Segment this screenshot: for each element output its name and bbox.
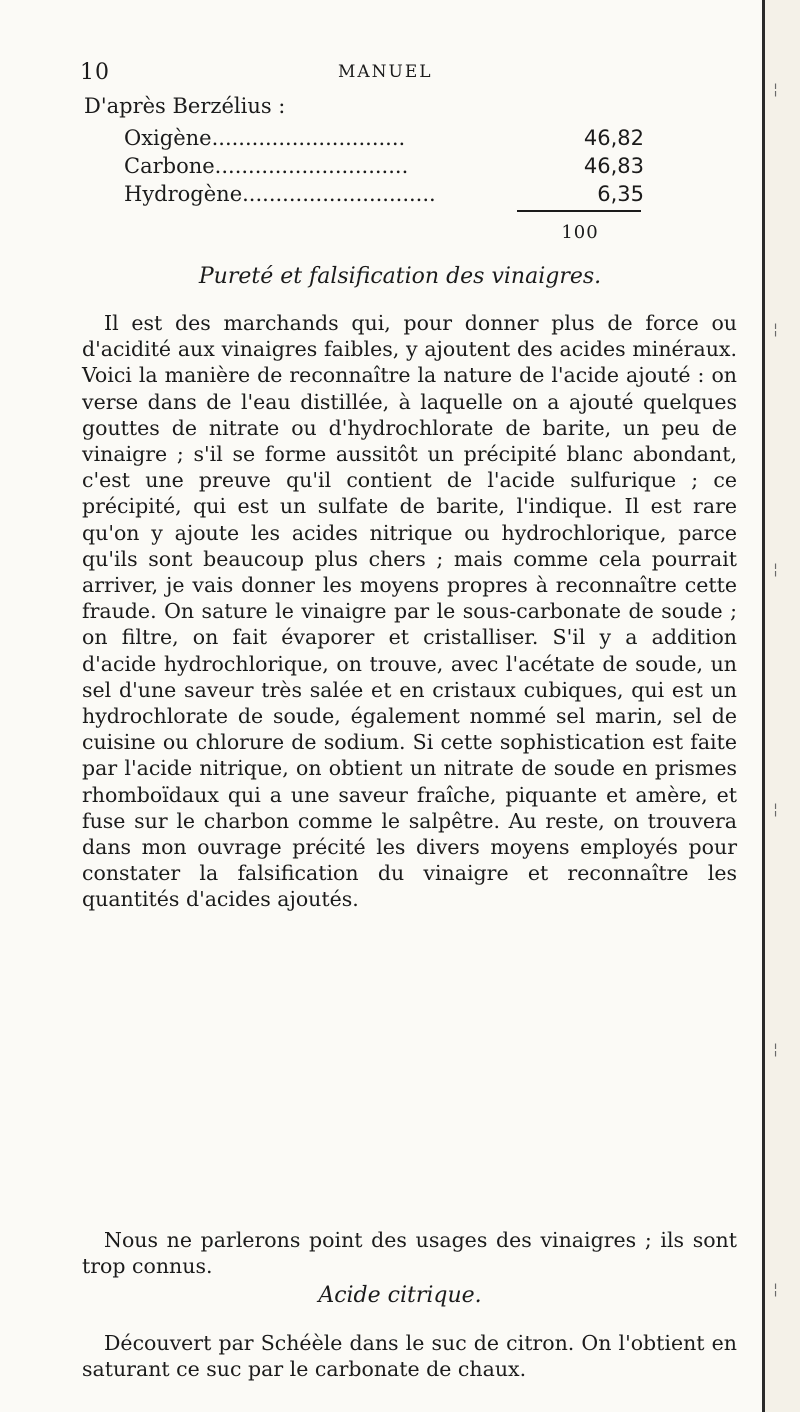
composition-row	[124, 154, 644, 182]
bleed-mark: ¦	[773, 560, 779, 578]
bleed-mark: ¦	[773, 80, 779, 98]
bleed-mark: ¦	[773, 1040, 779, 1058]
element-name: Carbone.............................	[124, 154, 409, 178]
element-name: Oxigène.............................	[124, 126, 406, 150]
paragraph-citric-acid: Découvert par Schéèle dans le suc de citron. On l'obtient en saturant ce suc par le carbonate de chaux.	[82, 1331, 737, 1382]
composition-intro: D'après Berzélius :	[84, 94, 286, 118]
composition-row	[124, 126, 644, 154]
adjacent-page-edge	[762, 0, 800, 1412]
page-number: 10	[80, 60, 110, 85]
paragraph-falsification: Il est des marchands qui, pour donner plus de force ou d'acidité aux vinaigres faibles, y ajoutent des acides minéraux. Voici la manière de reconnaître la nature de l'acide ajouté : on verse dans de l'eau distillée, à laquelle on a ajouté quelques gouttes de nitrate ou d'hydrochlorate de barite, un peu de vinaigre ; s'il se forme aussitôt un précipité blanc abondant, c'est une preuve qu'il contient de l'acide sulfurique ; ce précipité, qui est un sulfate de barite, l'indique. Il est rare qu'on y ajoute les acides nitrique ou hydrochlorique, parce qu'ils sont beaucoup plus chers ; mais comme cela pourrait arriver, je vais donner les moyens propres à reconnaître cette fraude. On sature le vinaigre par le sous-carbonate de soude ; on filtre, on fait évaporer et cristalliser. S'il y a addition d'acide hydrochlorique, on trouve, avec l'acétate de soude, un sel d'une saveur très salée et en cristaux cubiques, qui est un hydrochlorate de soude, également nommé sel marin, sel de cuisine ou chlorure de sodium. Si cette sophistication est faite par l'acide nitrique, on obtient un nitrate de soude en prismes rhomboïdaux qui a une saveur fraîche, piquante et amère, et fuse sur le charbon comme le salpêtre. Au reste, on trouvera dans mon ouvrage précité les divers moyens employés pour constater la falsification du vinaigre et reconnaître les quantités d'acides ajoutés.	[82, 311, 737, 912]
bleed-mark: ¦	[773, 320, 779, 338]
element-value: 6,35	[597, 182, 644, 206]
element-value: 46,82	[583, 126, 644, 150]
bleed-mark: ¦	[773, 1280, 779, 1298]
composition-row	[124, 182, 644, 210]
section-heading-citric-acid: Acide citrique.	[318, 1283, 482, 1308]
paragraph-usages: Nous ne parlerons point des usages des vinaigres ; ils sont trop connus.	[82, 1228, 737, 1279]
element-value: 46,83	[583, 154, 644, 178]
composition-table	[124, 126, 644, 210]
running-title: MANUEL	[338, 62, 433, 82]
sum-rule	[517, 210, 641, 212]
element-name: Hydrogène.............................	[124, 182, 436, 206]
section-heading-purity: Pureté et falsification des vinaigres.	[198, 264, 602, 289]
bleed-mark: ¦	[773, 800, 779, 818]
composition-total: 100	[561, 222, 599, 243]
